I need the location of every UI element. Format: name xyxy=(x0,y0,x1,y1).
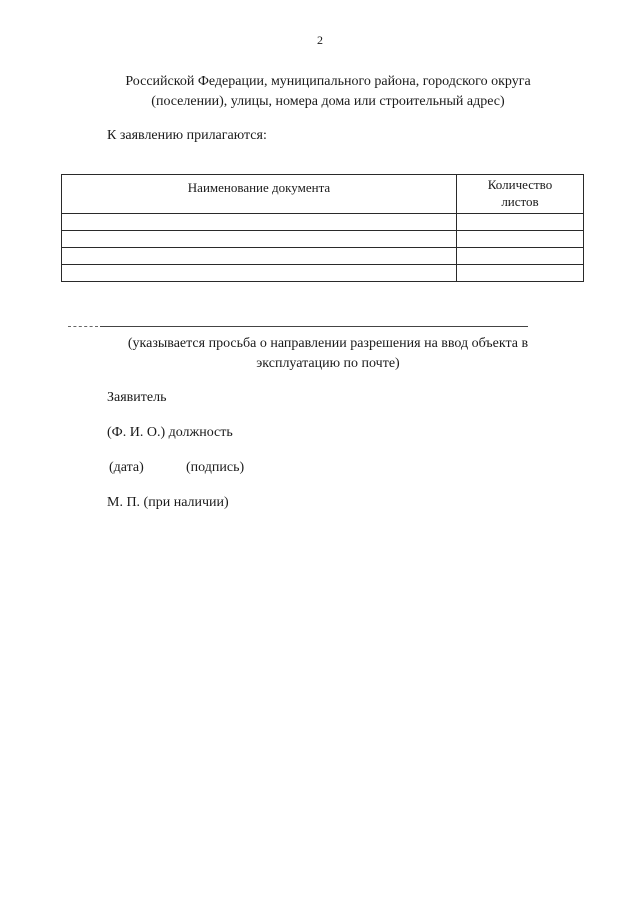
row-document-name xyxy=(62,265,457,282)
name-position-label: (Ф. И. О.) должность xyxy=(107,425,233,440)
address-note-line-1: Российской Федерации, муниципального района, городского округа xyxy=(125,74,531,89)
row-sheet-count xyxy=(457,265,584,282)
row-sheet-count xyxy=(457,231,584,248)
date-label: (дата) xyxy=(109,460,144,475)
header-document-name: Наименование документа xyxy=(62,175,457,214)
request-note xyxy=(95,334,561,374)
header-sheet-count-line-2: листов xyxy=(501,194,539,209)
page-number: 2 xyxy=(317,33,323,47)
row-document-name xyxy=(62,248,457,265)
row-document-name xyxy=(62,231,457,248)
header-sheet-count xyxy=(457,175,584,214)
row-document-name xyxy=(62,214,457,231)
header-sheet-count-line-1: Количество xyxy=(487,177,553,192)
address-note xyxy=(70,72,586,112)
documents-table-header xyxy=(62,175,584,214)
table-row xyxy=(62,248,584,265)
request-note-line-2: эксплуатацию по почте) xyxy=(256,356,400,371)
request-fill-line xyxy=(100,326,528,327)
address-note-line-2: (поселении), улицы, номера дома или строительный адрес) xyxy=(151,94,505,109)
row-sheet-count xyxy=(457,248,584,265)
request-note-line-1: (указывается просьба о направлении разрешения на ввод объекта в xyxy=(127,336,529,351)
signature-label: (подпись) xyxy=(186,460,245,475)
applicant-label: Заявитель xyxy=(107,390,167,405)
table-row xyxy=(62,265,584,282)
row-sheet-count xyxy=(457,214,584,231)
attachments-intro: К заявлению прилагаются: xyxy=(107,128,267,143)
table-row xyxy=(62,231,584,248)
request-line-dash xyxy=(68,326,98,327)
table-row xyxy=(62,214,584,231)
documents-table xyxy=(61,174,584,282)
seal-label: М. П. (при наличии) xyxy=(107,495,229,510)
